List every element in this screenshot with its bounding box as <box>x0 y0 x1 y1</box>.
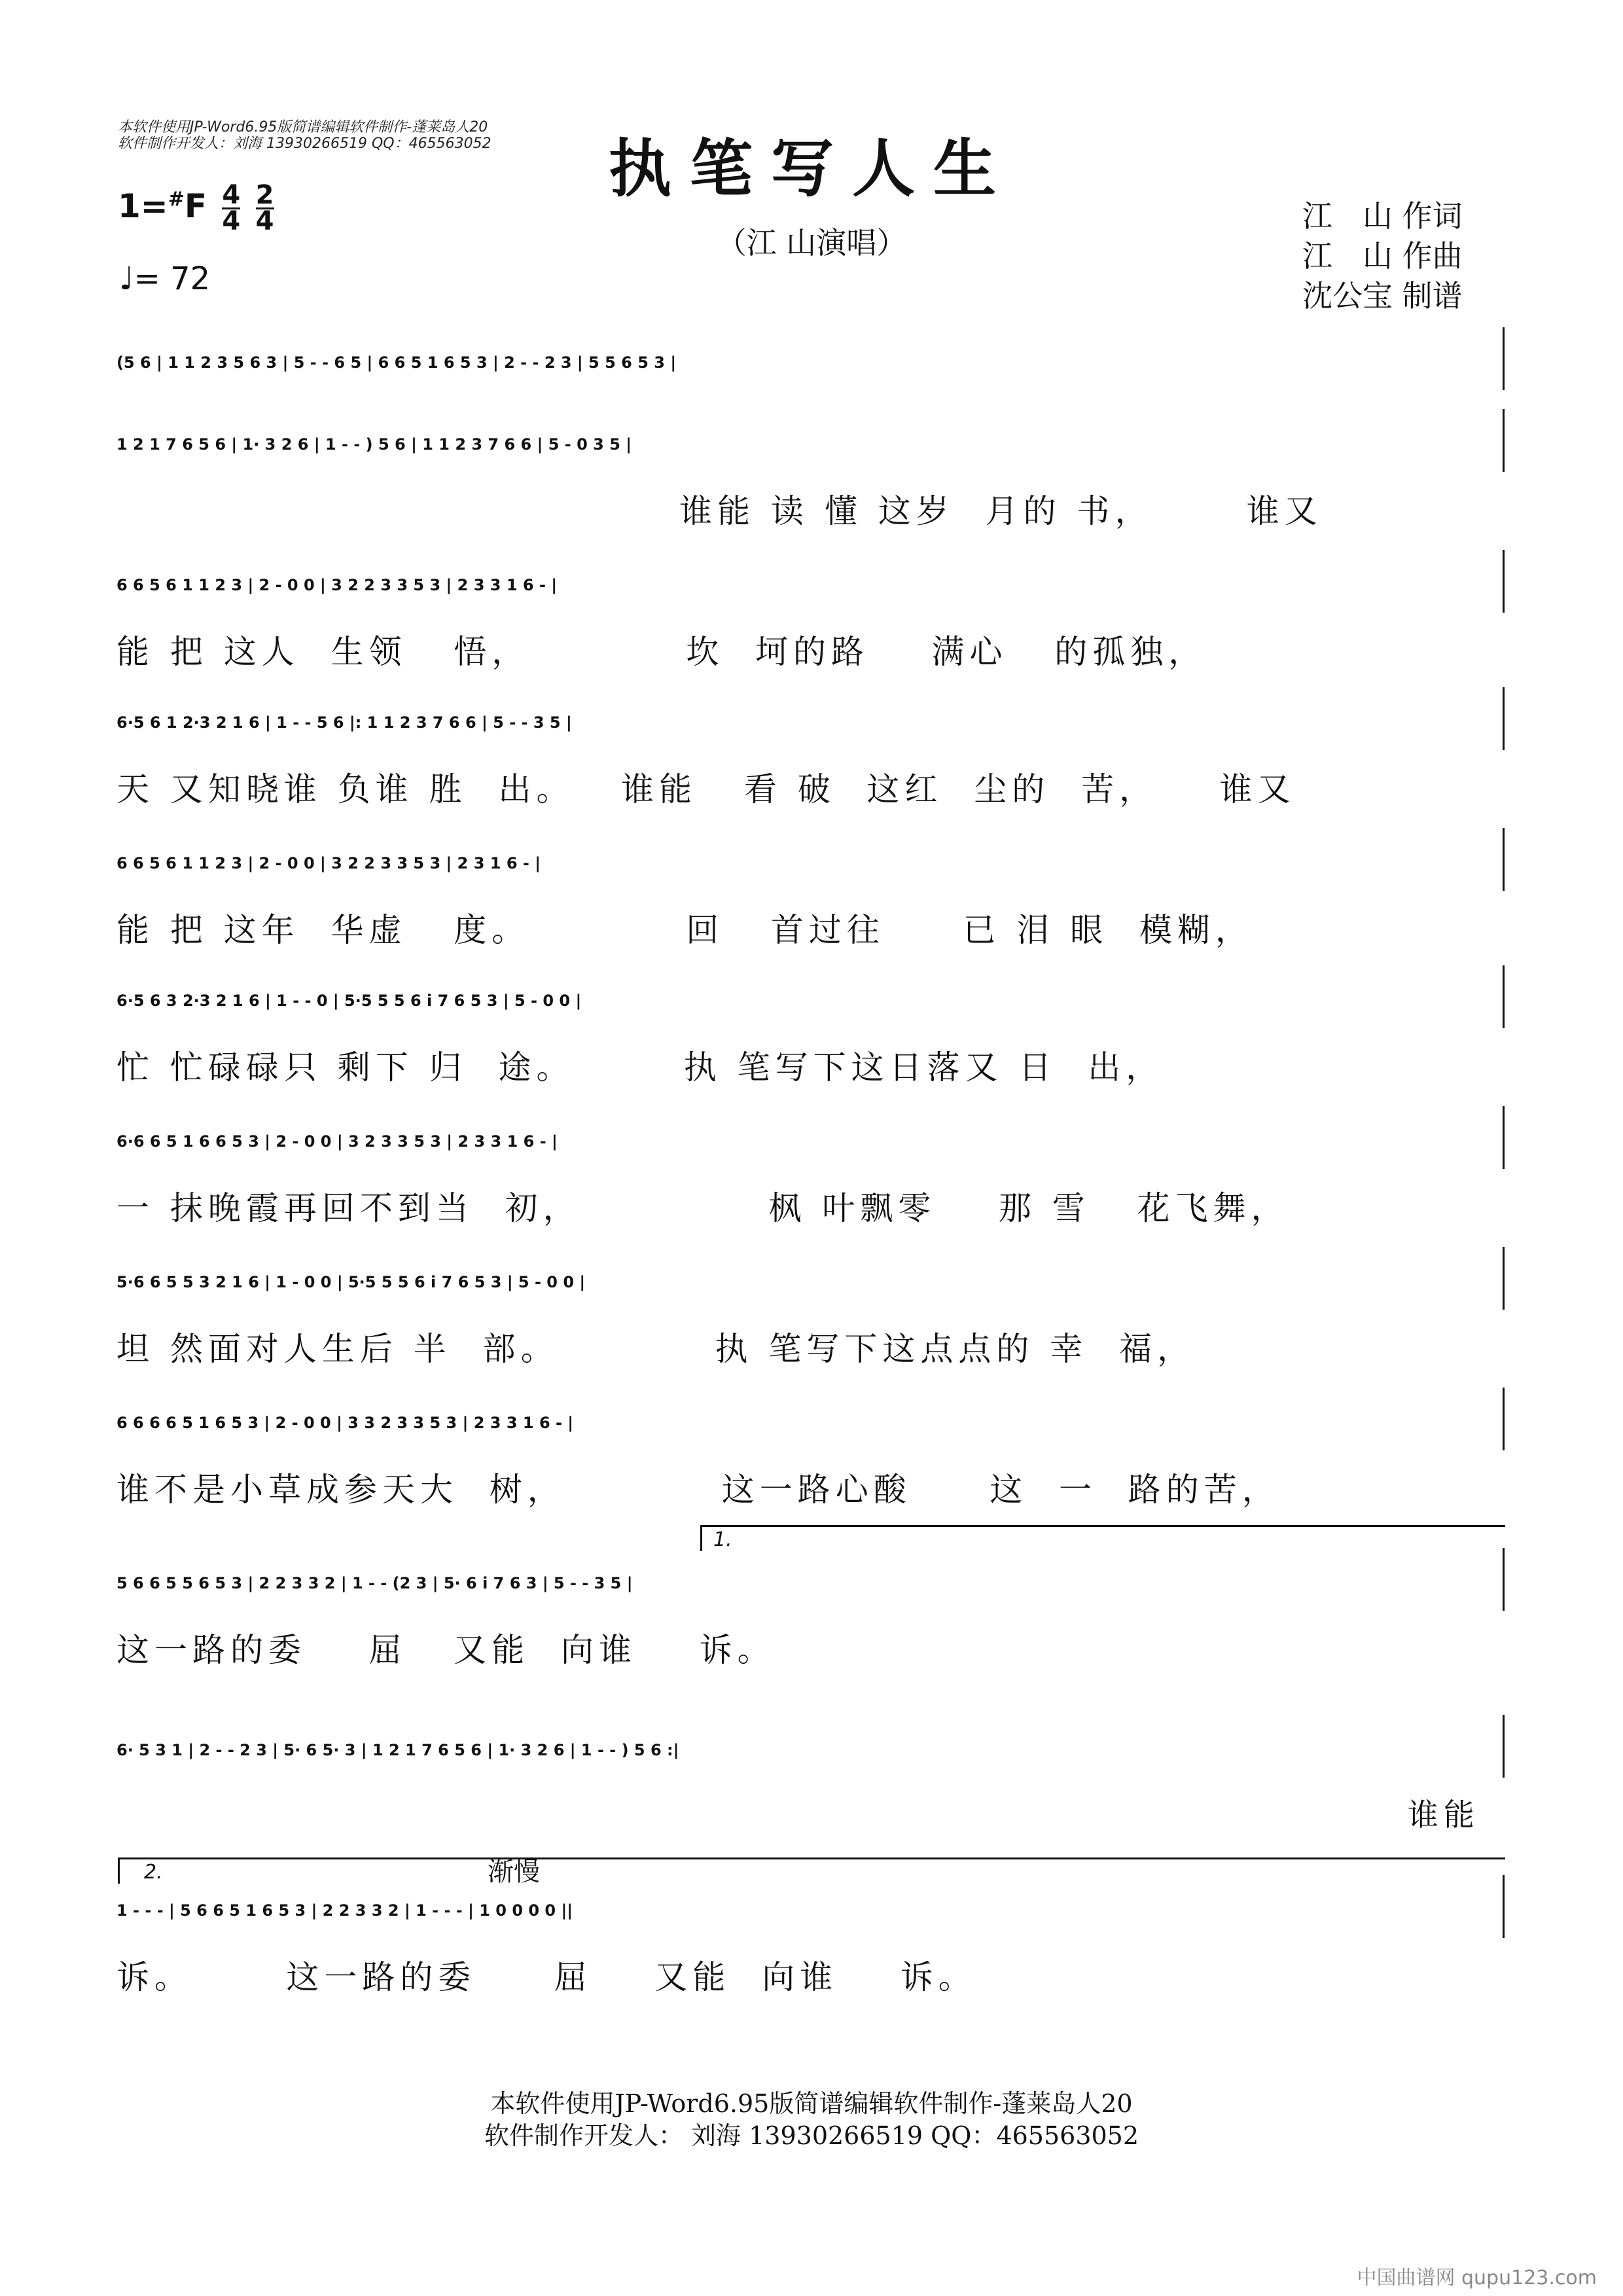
notation-line: 6 6 6 6 5 1 6 5 3 | 2 - 0 0 | 3 3 2 3 3 5 3 | 2 3 3 1 6 - | <box>116 1414 574 1432</box>
time-sig-top: 4 <box>222 180 241 210</box>
barline <box>1503 965 1505 1028</box>
arranger: 沈公宝 制谱 <box>1302 278 1463 314</box>
author-credits <box>1302 196 1463 317</box>
volta-1-label: 1. <box>713 1528 732 1551</box>
footer-line1: 本软件使用JP-Word6.95版简谱编辑软件制作-蓬莱岛人20 <box>490 2089 1133 2118</box>
lyrics-line: 坦 然面对人生后 半 部。 执 笔写下这点点的 幸 福， <box>116 1330 1196 1368</box>
notation-line: 6·5 6 3 2·3 2 1 6 | 1 - - 0 | 5·5 5 5 6 i 7 6 5 3 | 5 - 0 0 | <box>116 992 582 1010</box>
barline <box>1503 687 1505 750</box>
time-signature-4-4 <box>222 180 241 236</box>
notation-line: 5·6 6 5 5 3 2 1 6 | 1 - 0 0 | 5·5 5 5 6 i 7 6 5 3 | 5 - 0 0 | <box>116 1273 586 1291</box>
software-credit-line2: 软件制作开发人：刘海 13930266519 QQ：465563052 <box>118 135 491 152</box>
volta-2-bracket <box>118 1857 1505 1859</box>
lyrics-line: 谁能 读 懂 这岁 月的 书， 谁又 <box>116 492 1323 530</box>
lyrics-line: 诉。 这一路的委 屈 又能 向谁 诉。 <box>116 1958 976 1996</box>
key-signature <box>118 180 274 236</box>
quarter-note-icon: ♩ <box>119 260 134 297</box>
software-credit-line1: 本软件使用JP-Word6.95版简谱编辑软件制作-蓬莱岛人20 <box>118 119 488 135</box>
barline <box>1503 409 1505 472</box>
lyrics-line: 天 又知晓谁 负谁 胜 出。 谁能 看 破 这红 尘的 苦， 谁又 <box>116 770 1296 808</box>
time-signature-2-4 <box>255 180 274 236</box>
tempo-value: = 72 <box>134 260 211 297</box>
lyrics-line: 能 把 这年 华虚 度。 回 首过往 已 泪 眼 模糊， <box>116 911 1253 949</box>
tempo-change-marking: 渐慢 <box>488 1857 540 1887</box>
time-sig-bottom: 4 <box>222 206 241 236</box>
volta-1-edge <box>700 1525 702 1551</box>
notation-line: 6 6 5 6 1 1 2 3 | 2 - 0 0 | 3 2 2 3 3 5 3 | 2 3 3 1 6 - | <box>116 576 558 594</box>
notation-line: 6·5 6 1 2·3 2 1 6 | 1 - - 5 6 |: 1 1 2 3 7 6 6 | 5 - - 3 5 | <box>116 713 572 732</box>
notation-line: 6·6 6 5 1 6 6 5 3 | 2 - 0 0 | 3 2 3 3 5 3 | 2 3 3 1 6 - | <box>116 1132 558 1151</box>
volta-2-label: 2. <box>144 1861 163 1884</box>
watermark-logo: 中国曲谱网 qupu123.com <box>1357 2267 1597 2289</box>
page-title: 执笔写人生 <box>609 132 1014 206</box>
volta-1-bracket <box>700 1525 1505 1527</box>
notation-line: 1 - - - | 5 6 6 5 1 6 5 3 | 2 2 3 3 2 | 1 - - - | 1 0 0 0 0 || <box>116 1901 573 1920</box>
lyrics-line: 谁不是小草成参天大 树， 这一路心酸 这 一 路的苦， <box>116 1471 1280 1509</box>
footer-line2: 软件制作开发人： 刘海 13930266519 QQ：465563052 <box>484 2121 1139 2151</box>
barline <box>1503 550 1505 613</box>
barline <box>1503 327 1505 390</box>
lyrics-line: 忙 忙碌碌只 剩下 归 途。 执 笔写下这日落又 日 出， <box>116 1049 1164 1086</box>
notation-line: (5 6 | 1 1 2 3 5 6 3 | 5 - - 6 5 | 6 6 5 1 6 5 3 | 2 - - 2 3 | 5 5 6 5 3 | <box>116 353 677 372</box>
barline <box>1503 1548 1505 1611</box>
footer-credit <box>0 2088 1623 2153</box>
time-sig-top: 2 <box>255 180 274 210</box>
lyrics-line: 谁能 <box>116 1797 1480 1833</box>
barline <box>1503 828 1505 891</box>
sharp-sign: # <box>168 188 185 211</box>
lyricist: 江 山 作词 <box>1302 198 1463 234</box>
lyrics-line: 一 抹晚霞再回不到当 初， 枫 叶飘零 那 雪 花飞舞， <box>116 1189 1289 1227</box>
composer: 江 山 作曲 <box>1302 238 1463 274</box>
notation-line: 1 2 1 7 6 5 6 | 1· 3 2 6 | 1 - - ) 5 6 | 1 1 2 3 7 6 6 | 5 - 0 3 5 | <box>116 435 632 454</box>
notation-line: 6· 5 3 1 | 2 - - 2 3 | 5· 6 5· 3 | 1 2 1 7 6 5 6 | 1· 3 2 6 | 1 - - ) 5 6 :| <box>116 1741 679 1759</box>
barline <box>1503 1388 1505 1450</box>
tempo-marking <box>119 260 210 297</box>
barline <box>1503 1106 1505 1169</box>
barline <box>1503 1875 1505 1938</box>
time-sig-bottom: 4 <box>255 206 274 236</box>
subtitle: （江 山演唱） <box>716 225 907 260</box>
barline <box>1503 1715 1505 1778</box>
barline <box>1503 1247 1505 1310</box>
lyrics-line: 这一路的委 屈 又能 向谁 诉。 <box>116 1631 776 1669</box>
key-note: F <box>184 187 207 225</box>
notation-line: 6 6 5 6 1 1 2 3 | 2 - 0 0 | 3 2 2 3 3 5 3 | 2 3 1 6 - | <box>116 854 541 872</box>
key-prefix: 1= <box>118 187 168 225</box>
lyrics-line: 能 把 这人 生领 悟， 坎 坷的路 满心 的孤独， <box>116 633 1207 671</box>
volta-2-edge <box>118 1857 120 1884</box>
notation-line: 5 6 6 5 5 6 5 3 | 2 2 3 3 2 | 1 - - (2 3 | 5· 6 i 7 6 3 | 5 - - 3 5 | <box>116 1574 633 1592</box>
